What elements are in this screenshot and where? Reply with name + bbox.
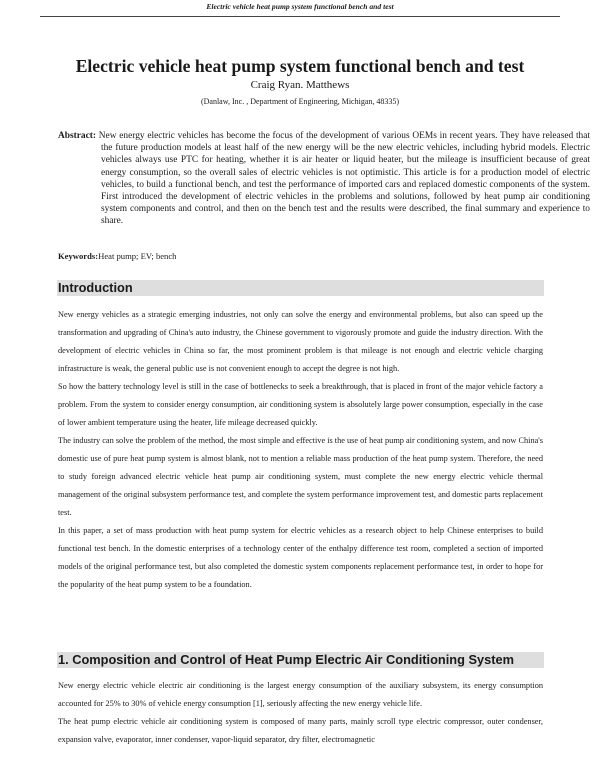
keywords: [58, 251, 547, 262]
paragraph: So how the battery technology level is still in the case of bottlenecks to seek a breakthrough, that is placed in front of the major vehicle factory a problem. From the system to consider energy consumption, air conditioning system is absolutely large power consumption, especially in the case of lower ambient temperature using the heater, life mileage decreased quickly.: [58, 382, 543, 427]
section-1-body: [58, 677, 543, 749]
keywords-label: Keywords:: [58, 251, 99, 261]
paragraph: New energy electric vehicle electric air conditioning is the largest energy consumption of the auxiliary subsystem, its energy consumption accounted for 25% to 30% of vehicle energy consumption [1], seriously affecting the new energy vehicle life.: [58, 681, 543, 708]
section-heading-composition: 1. Composition and Control of Heat Pump Electric Air Conditioning System: [57, 652, 544, 668]
introduction-body: [58, 306, 543, 594]
abstract: [58, 130, 590, 228]
keywords-text: Heat pump; EV; bench: [98, 251, 177, 261]
section-heading-introduction: Introduction: [57, 280, 544, 296]
author-name: Craig Ryan. Matthews: [250, 79, 350, 91]
paragraph: The heat pump electric vehicle air conditioning system is composed of many parts, mainly scroll type electric compressor, outer condenser, expansion valve, evaporator, inner condenser, vapor-liquid separator, dry filter, electromagnetic: [58, 717, 543, 744]
paragraph: New energy vehicles as a strategic emerging industries, not only can solve the energy and environmental problems, but also can speed up the transformation and upgrading of China's auto industry, the Chinese government to vigorously promote and guide the industry direction. With the development of electric vehicles in China so far, the most prominent problem is that mileage is not enough and electric vehicle charging infrastructure is weak, the general public use is not convenient enough to accept the degree is not high.: [58, 310, 543, 373]
paragraph: In this paper, a set of mass production with heat pump system for electric vehicles as a research object to help Chinese enterprises to build functional test bench. In the domestic enterprises of a technology center of the enthalpy difference test room, completed a section of imported models of the original performance test, but also completed the domestic system components replacement performance test, in order to hope for the popularity of the heat pump system to be a foundation.: [58, 526, 543, 589]
abstract-text: New energy electric vehicles has become the focus of the development of various OEMs in recent years. They have released that the future production models at least half of the new energy will be the new electric vehicles, including hybrid models. Electric vehicles always use PTC for heating, whether it is air heater or liquid heater, but the mileage is insufficient because of great energy consumption, so the overall sales of electric vehicles is not optimistic. This article is for a production model of electric vehicles, to build a functional bench, and test the performance of imported cars and replaced domestic components of the system. First introduced the development of electric vehicles in the problems and solutions, followed by heat pump air conditioning system components and control, and then on the bench test and the results were described, the final summary and experience to share.: [98, 131, 591, 227]
running-head: Electric vehicle heat pump system functional bench and test: [40, 0, 560, 17]
author-affiliation: (Danlaw, Inc. , Department of Engineering, Michigan, 48335): [200, 97, 400, 106]
paper-title: Electric vehicle heat pump system functional bench and test: [75, 56, 525, 76]
abstract-label: Abstract:: [58, 131, 97, 141]
paragraph: The industry can solve the problem of the method, the most simple and effective is the use of heat pump air conditioning system, and now China's domestic use of pure heat pump system is almost blank, not to mention a reliable mass production of the heat pump system. Therefore, the need to study foreign advanced electric vehicle heat pump air conditioning system, must complete the new energy electric vehicle thermal management of the original subsystem performance test, and complete the system performance improvement test, and domestic parts replacement test.: [58, 436, 543, 517]
